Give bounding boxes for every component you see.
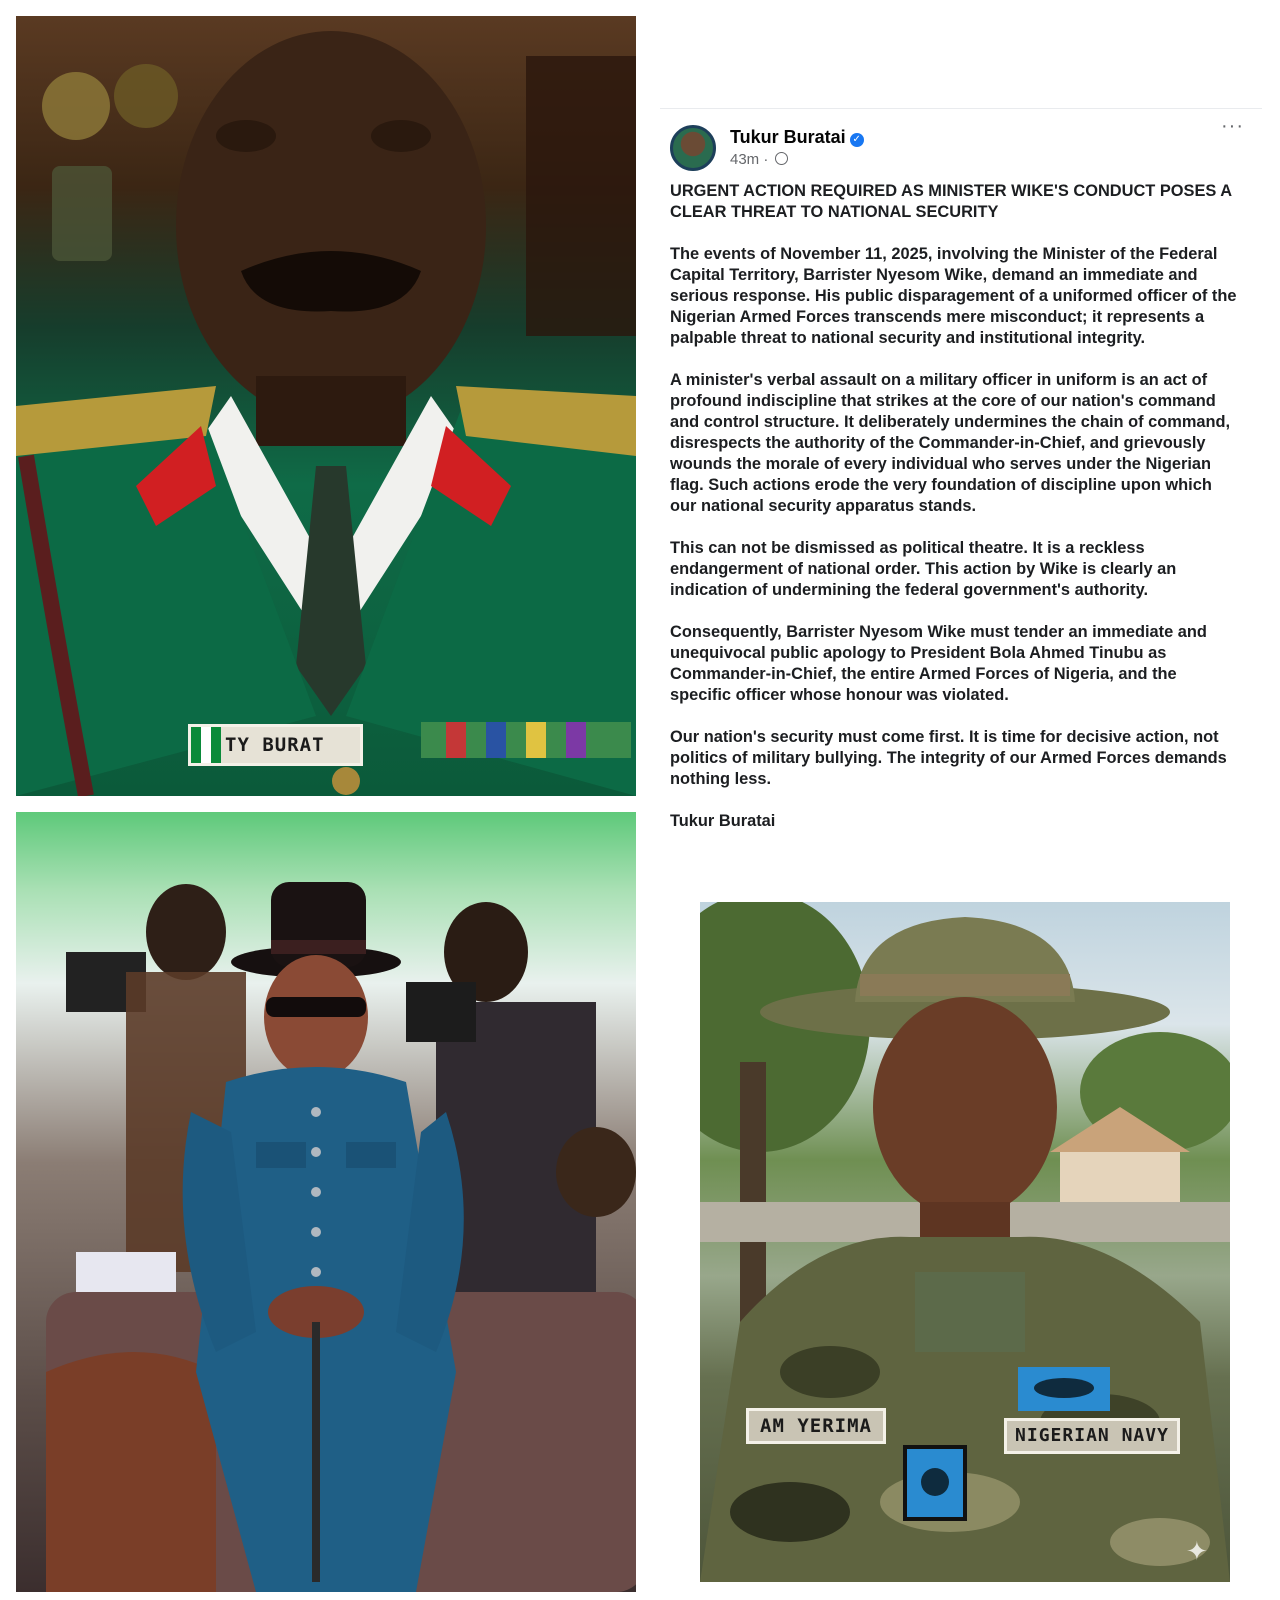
verified-badge-icon: ✓ [850, 133, 864, 147]
post-meta: 43m · [730, 151, 788, 168]
post-paragraph: A minister's verbal assault on a military officer in uniform is an act of profound indiscipline that strikes at the core of our nation's command and control structure. It deliberately undermines the chain of command, disrespects the authority of the Commander-in-Chief, and grievously wounds the morale of every individual who serves under the Nigerian flag. Such actions erode the very foundation of discipline upon which our national security apparatus stands. [670, 371, 1231, 515]
navy-unit-tape: NIGERIAN NAVY [1004, 1418, 1180, 1454]
minister-figure [16, 812, 636, 1592]
avatar[interactable] [670, 125, 716, 171]
post-paragraph: This can not be dismissed as political theatre. It is a reckless endangerment of national order. This action by Wike is clearly an indication of undermining the federal government's authority. [670, 539, 1177, 599]
post-paragraph: Our nation's security must come first. It is time for decisive action, not politics of military bullying. The integrity of our Armed Forces demands nothing less. [670, 728, 1227, 788]
post-body [670, 181, 1238, 853]
photo-minister [16, 812, 636, 1592]
post-author-name[interactable]: Tukur Buratai [730, 127, 846, 147]
post-signature: Tukur Buratai [670, 812, 776, 830]
post-time[interactable]: 43m [730, 151, 760, 168]
more-options-button[interactable]: ··· [1221, 115, 1244, 137]
globe-icon [775, 152, 788, 165]
facebook-post [660, 108, 1262, 889]
sparkle-icon: ✦ [1186, 1536, 1208, 1566]
general-nametag: TY BURAT [188, 724, 363, 766]
photo-general-portrait [16, 16, 636, 796]
post-headline: URGENT ACTION REQUIRED AS MINISTER WIKE'S CONDUCT POSES A CLEAR THREAT TO NATIONAL SECURITY [670, 182, 1232, 221]
post-paragraph: Consequently, Barrister Nyesom Wike must tender an immediate and unequivocal public apology to President Bola Ahmed Tinubu as Commander-in-Chief, the entire Armed Forces of Nigeria, and the specific officer whose honour was violated. [670, 623, 1207, 704]
officer-nametag: AM YERIMA [746, 1408, 886, 1444]
officer-figure [700, 902, 1230, 1582]
post-author[interactable] [730, 127, 864, 148]
post-paragraph: The events of November 11, 2025, involving the Minister of the Federal Capital Territory, Barrister Nyesom Wike, demand an immediate and serious response. His public disparagement of a uniformed officer of the Nigerian Armed Forces transcends mere misconduct; it represents a palpable threat to national security and institutional integrity. [670, 245, 1237, 347]
general-figure [16, 16, 636, 796]
photo-naval-officer [700, 902, 1230, 1582]
